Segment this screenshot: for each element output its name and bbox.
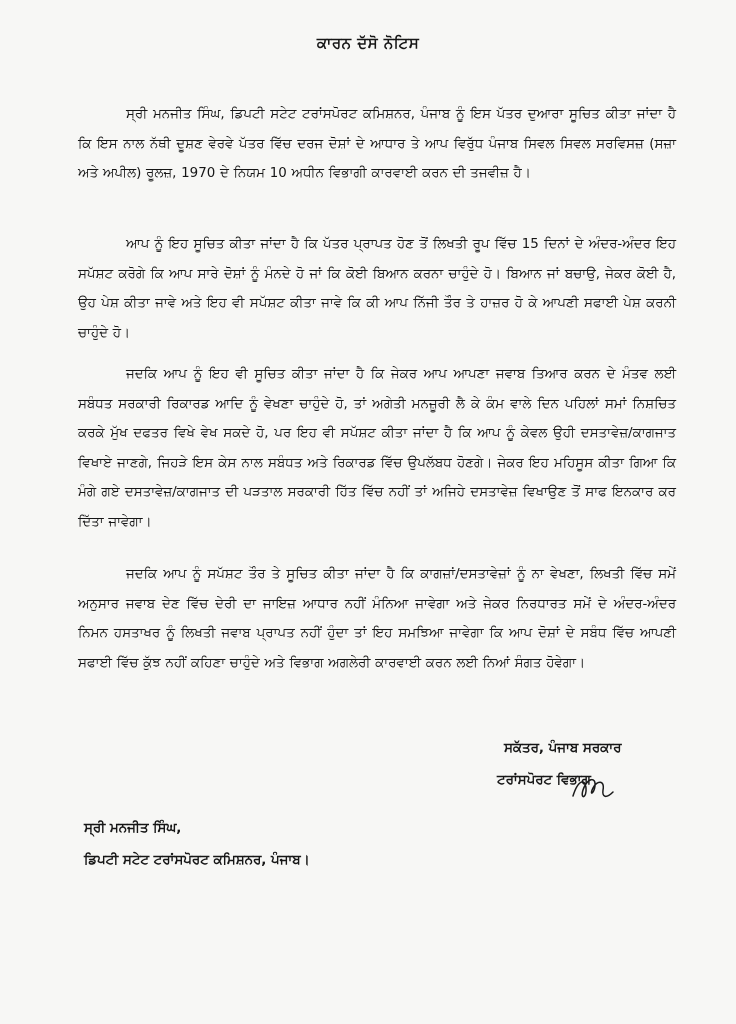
paragraph-record-inspection: ਜਦਕਿ ਆਪ ਨੂੰ ਇਹ ਵੀ ਸੂਚਿਤ ਕੀਤਾ ਜਾਂਦਾ ਹੈ ਕਿ ਜੇਕਰ ਆਪ ਆਪਣਾ ਜਵਾਬ ਤਿਆਰ ਕਰਨ ਦੇ ਮੰਤਵ ਲਈ ਸਬੰਧਤ ਸਰਕਾਰੀ ਰਿਕਾਰਡ ਆਦਿ ਨੂੰ ਵੇਖਣਾ ਚਾਹੁੰਦੇ ਹੋ, ਤਾਂ ਅਗੇਤੀ ਮਨਜ਼ੂਰੀ ਲੈ ਕੇ ਕੰਮ ਵਾਲੇ ਦਿਨ ਪਹਿਲਾਂ ਸਮਾਂ ਨਿਸ਼ਚਿਤ ਕਰਕੇ ਮੁੱਖ ਦਫਤਰ ਵਿਖੇ ਵੇਖ ਸਕਦੇ ਹੋ, ਪਰ ਇਹ ਵੀ ਸਪੱਸ਼ਟ ਕੀਤਾ ਜਾਂਦਾ ਹੈ ਕਿ ਆਪ ਨੂੰ ਕੇਵਲ ਉਹੀ ਦਸਤਾਵੇਜ਼/ਕਾਗਜਾਤ ਵਿਖਾਏ ਜਾਣਗੇ, ਜਿਹੜੇ ਇਸ ਕੇਸ ਨਾਲ ਸਬੰਧਤ ਅਤੇ ਰਿਕਾਰਡ ਵਿੱਚ ਉਪਲੱਬਧ ਹੋਣਗੇ। ਜੇਕਰ ਇਹ ਮਹਿਸੂਸ ਕੀਤਾ ਗਿਆ ਕਿ ਮੰਗੇ ਗਏ ਦਸਤਾਵੇਜ਼/ਕਾਗਜਾਤ ਦੀ ਪੜਤਾਲ ਸਰਕਾਰੀ ਹਿੱਤ ਵਿੱਚ ਨਹੀਂ ਤਾਂ ਅਜਿਹੇ ਦਸਤਾਵੇਜ਼ ਵਿਖਾਉਣ ਤੋਂ ਸਾਫ ਇਨਕਾਰ ਕਰ ਦਿੱਤਾ ਜਾਵੇਗਾ। xyxy=(78,367,676,530)
signatory-department: ਟਰਾਂਸਪੋਰਟ ਵਿਭਾਗ xyxy=(497,773,591,788)
paragraph-consequence: ਜਦਕਿ ਆਪ ਨੂੰ ਸਪੱਸ਼ਟ ਤੌਰ ਤੇ ਸੂਚਿਤ ਕੀਤਾ ਜਾਂਦਾ ਹੈ ਕਿ ਕਾਗਜ਼ਾਂ/ਦਸਤਾਵੇਜ਼ਾਂ ਨੂੰ ਨਾ ਵੇਖਣਾ, ਲਿਖਤੀ ਵਿੱਚ ਸਮੇਂ ਅਨੁਸਾਰ ਜਵਾਬ ਦੇਣ ਵਿੱਚ ਦੇਰੀ ਦਾ ਜਾਇਜ਼ ਆਧਾਰ ਨਹੀਂ ਮੰਨਿਆ ਜਾਵੇਗਾ ਅਤੇ ਜੇਕਰ ਨਿਰਧਾਰਤ ਸਮੇਂ ਦੇ ਅੰਦਰ-ਅੰਦਰ ਨਿਮਨ ਹਸਤਾਖਰ ਨੂੰ ਲਿਖਤੀ ਜਵਾਬ ਪ੍ਰਾਪਤ ਨਹੀਂ ਹੁੰਦਾ ਤਾਂ ਇਹ ਸਮਝਿਆ ਜਾਵੇਗਾ ਕਿ ਆਪ ਦੋਸ਼ਾਂ ਦੇ ਸਬੰਧ ਵਿੱਚ ਆਪਣੀ ਸਫਾਈ ਵਿੱਚ ਕੁੱਝ ਨਹੀਂ ਕਹਿਣਾ ਚਾਹੁੰਦੇ ਅਤੇ ਵਿਭਾਗ ਅਗਲੇਰੀ ਕਾਰਵਾਈ ਕਰਨ ਲਈ ਨਿਆਂ ਸੰਗਤ ਹੋਵੇਗਾ। xyxy=(78,567,676,671)
notice-title: ਕਾਰਨ ਦੱਸੋ ਨੋਟਿਸ xyxy=(316,34,420,52)
paragraph-intro: ਸ੍ਰੀ ਮਨਜੀਤ ਸਿੰਘ, ਡਿਪਟੀ ਸਟੇਟ ਟਰਾਂਸਪੋਰਟ ਕਮਿਸ਼ਨਰ, ਪੰਜਾਬ ਨੂੰ ਇਸ ਪੱਤਰ ਦੁਆਰਾ ਸੂਚਿਤ ਕੀਤਾ ਜਾਂਦਾ ਹੈ ਕਿ ਇਸ ਨਾਲ ਨੱਥੀ ਦੂਸ਼ਣ ਵੇਰਵੇ ਪੱਤਰ ਵਿੱਚ ਦਰਜ ਦੋਸ਼ਾਂ ਦੇ ਆਧਾਰ ਤੇ ਆਪ ਵਿਰੁੱਧ ਪੰਜਾਬ ਸਿਵਲ ਸਿਵਲ ਸਰਵਿਸਜ਼ (ਸਜ਼ਾ ਅਤੇ ਅਪੀਲ) ਰੂਲਜ਼, 1970 ਦੇ ਨਿਯਮ 10 ਅਧੀਨ ਵਿਭਾਗੀ ਕਾਰਵਾਈ ਕਰਨ ਦੀ ਤਜਵੀਜ਼ ਹੈ। xyxy=(78,107,676,181)
paragraph-reply-deadline: ਆਪ ਨੂੰ ਇਹ ਸੂਚਿਤ ਕੀਤਾ ਜਾਂਦਾ ਹੈ ਕਿ ਪੱਤਰ ਪ੍ਰਾਪਤ ਹੋਣ ਤੋਂ ਲਿਖਤੀ ਰੂਪ ਵਿੱਚ 15 ਦਿਨਾਂ ਦੇ ਅੰਦਰ-ਅੰਦਰ ਇਹ ਸਪੱਸ਼ਟ ਕਰੋਗੇ ਕਿ ਆਪ ਸਾਰੇ ਦੋਸ਼ਾਂ ਨੂੰ ਮੰਨਦੇ ਹੋ ਜਾਂ ਕਿ ਕੋਈ ਬਿਆਨ ਕਰਨਾ ਚਾਹੁੰਦੇ ਹੋ। ਬਿਆਨ ਜਾਂ ਬਚਾਉ, ਜੇਕਰ ਕੋਈ ਹੈ, ਉਹ ਪੇਸ਼ ਕੀਤਾ ਜਾਵੇ ਅਤੇ ਇਹ ਵੀ ਸਪੱਸ਼ਟ ਕੀਤਾ ਜਾਵੇ ਕਿ ਕੀ ਆਪ ਨਿੱਜੀ ਤੌਰ ਤੇ ਹਾਜ਼ਰ ਹੋ ਕੇ ਆਪਣੀ ਸਫਾਈ ਪੇਸ਼ ਕਰਨੀ ਚਾਹੁੰਦੇ ਹੋ। xyxy=(78,237,676,341)
signatory-designation: ਸਕੱਤਰ, ਪੰਜਾਬ ਸਰਕਾਰ xyxy=(504,741,622,756)
addressee-name: ਸ੍ਰੀ ਮਨਜੀਤ ਸਿੰਘ, xyxy=(84,821,182,836)
handwritten-signature xyxy=(569,770,615,806)
addressee-designation: ਡਿਪਟੀ ਸਟੇਟ ਟਰਾਂਸਪੋਰਟ ਕਮਿਸ਼ਨਰ, ਪੰਜਾਬ। xyxy=(84,853,310,868)
